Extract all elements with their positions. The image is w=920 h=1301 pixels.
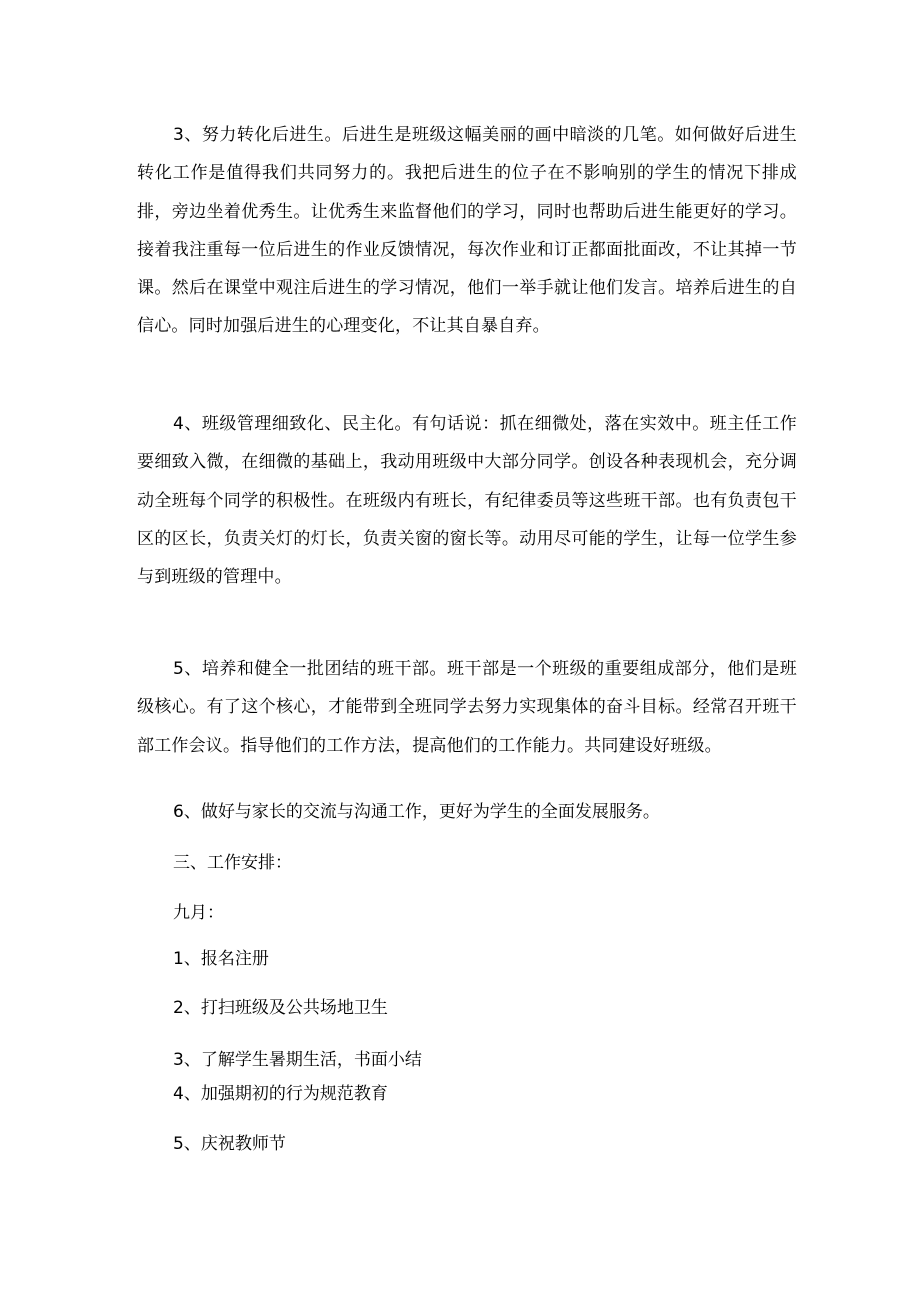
paragraph-item-5: 5、培养和健全一批团结的班干部。班干部是一个班级的重要组成部分，他们是班级核心。有了这个核心，才能带到全班同学去努力实现集体的奋斗目标。经常召开班干部工作会议。指导他们的工作方法，提高他们的工作能力。共同建设好班级。 [137,659,797,756]
paragraph-item-3: 3、努力转化后进生。后进生是班级这幅美丽的画中暗淡的几笔。如何做好后进生转化工作是值得我们共同努力的。我把后进生的位子在不影响别的学生的情况下排成排，旁边坐着优秀生。让优秀生来监督他们的学习，同时也帮助后进生能更好的学习。接着我注重每一位后进生的作业反馈情况，每次作业和订正都面批面改，不让其掉一节课。然后在课堂中观注后进生的学习情况，他们一举手就让他们发言。培养后进生的自信心。同时加强后进生的心理变化，不让其自暴自弃。 [137,125,797,337]
list-item: 1、报名注册 [173,949,269,969]
list-item: 3、了解学生暑期生活，书面小结 [173,1050,422,1070]
list-item: 4、加强期初的行为规范教育 [173,1084,388,1104]
section-heading: 三、工作安排： [173,853,292,873]
list-item: 2、打扫班级及公共场地卫生 [173,998,388,1018]
month-heading: 九月： [173,903,224,923]
paragraph-item-6: 6、做好与家长的交流与沟通工作，更好为学生的全面发展服务。 [173,802,660,822]
list-item: 5、庆祝教师节 [173,1134,286,1154]
paragraph-item-4: 4、班级管理细致化、民主化。有句话说：抓在细微处，落在实效中。班主任工作要细致入微，在细微的基础上，我动用班级中大部分同学。创设各种表现机会，充分调动全班每个同学的积极性。在班级内有班长，有纪律委员等这些班干部。也有负责包干区的区长，负责关灯的灯长，负责关窗的窗长等。动用尽可能的学生，让每一位学生参与到班级的管理中。 [137,414,797,588]
